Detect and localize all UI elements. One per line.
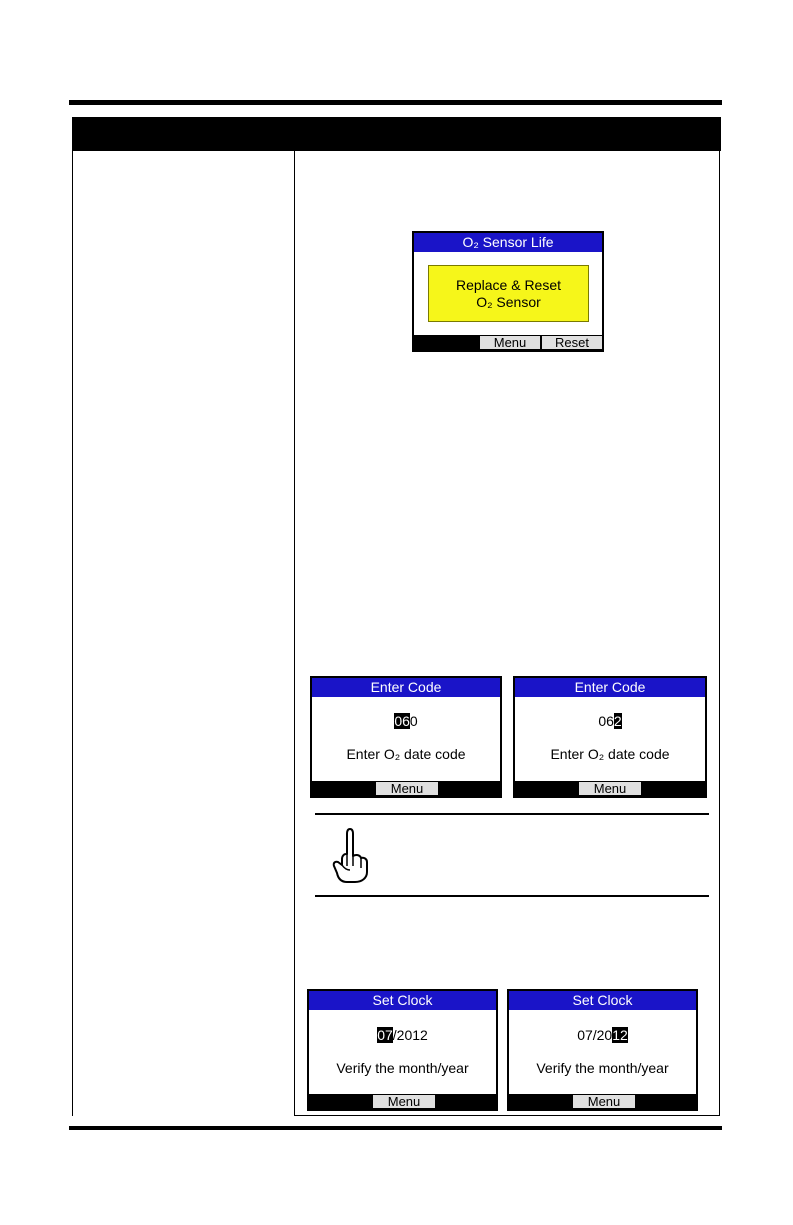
screen-title: Enter Code xyxy=(515,678,705,697)
code-cursor: 2 xyxy=(613,713,622,729)
code-value xyxy=(515,713,705,729)
note-top-rule xyxy=(315,813,709,815)
set-clock-screen-1 xyxy=(307,989,498,1111)
softkey-bar xyxy=(414,335,602,350)
date-rest: /2012 xyxy=(392,1027,428,1043)
date-cursor: 07 xyxy=(377,1027,393,1043)
header-rule xyxy=(69,100,722,105)
date-value xyxy=(309,1027,496,1043)
message-line-1: Replace & Reset xyxy=(455,277,562,293)
enter-code-screen-2 xyxy=(513,676,707,798)
code-prompt: Enter O₂ date code xyxy=(550,746,670,762)
o2-sensor-life-screen xyxy=(412,231,604,352)
reset-softkey[interactable]: Reset xyxy=(542,336,602,349)
softkey-bar xyxy=(515,781,705,796)
code-prompt: Enter O₂ date code xyxy=(346,746,466,762)
date-prompt: Verify the month/year xyxy=(536,1060,669,1076)
footer-rule xyxy=(69,1126,722,1130)
menu-softkey[interactable]: Menu xyxy=(579,782,641,795)
code-cursor: 06 xyxy=(394,713,410,729)
table-header-bar xyxy=(72,117,721,151)
softkey-bar xyxy=(509,1094,696,1109)
enter-code-screen-1 xyxy=(310,676,502,798)
screen-title: Enter Code xyxy=(312,678,500,697)
menu-softkey[interactable]: Menu xyxy=(480,336,540,349)
date-value xyxy=(509,1027,696,1043)
screen-title: O₂ Sensor Life xyxy=(414,233,602,252)
set-clock-screen-2 xyxy=(507,989,698,1111)
date-prompt: Verify the month/year xyxy=(336,1060,469,1076)
code-prefix: 06 xyxy=(598,713,614,729)
code-rest: 0 xyxy=(409,713,418,729)
softkey-bar xyxy=(309,1094,496,1109)
table-left-border xyxy=(72,151,73,1116)
screen-title: Set Clock xyxy=(309,991,496,1010)
screen-title: Set Clock xyxy=(509,991,696,1010)
menu-softkey[interactable]: Menu xyxy=(376,782,438,795)
date-cursor: 12 xyxy=(612,1027,628,1043)
menu-softkey[interactable]: Menu xyxy=(373,1095,435,1108)
note-bottom-rule xyxy=(315,895,709,897)
message-line-2: O₂ Sensor xyxy=(476,294,541,310)
warning-message-box xyxy=(428,265,589,322)
menu-softkey[interactable]: Menu xyxy=(573,1095,635,1108)
date-prefix: 07/20 xyxy=(577,1027,613,1043)
code-value xyxy=(312,713,500,729)
pointing-hand-icon xyxy=(330,826,370,884)
softkey-bar xyxy=(312,781,500,796)
